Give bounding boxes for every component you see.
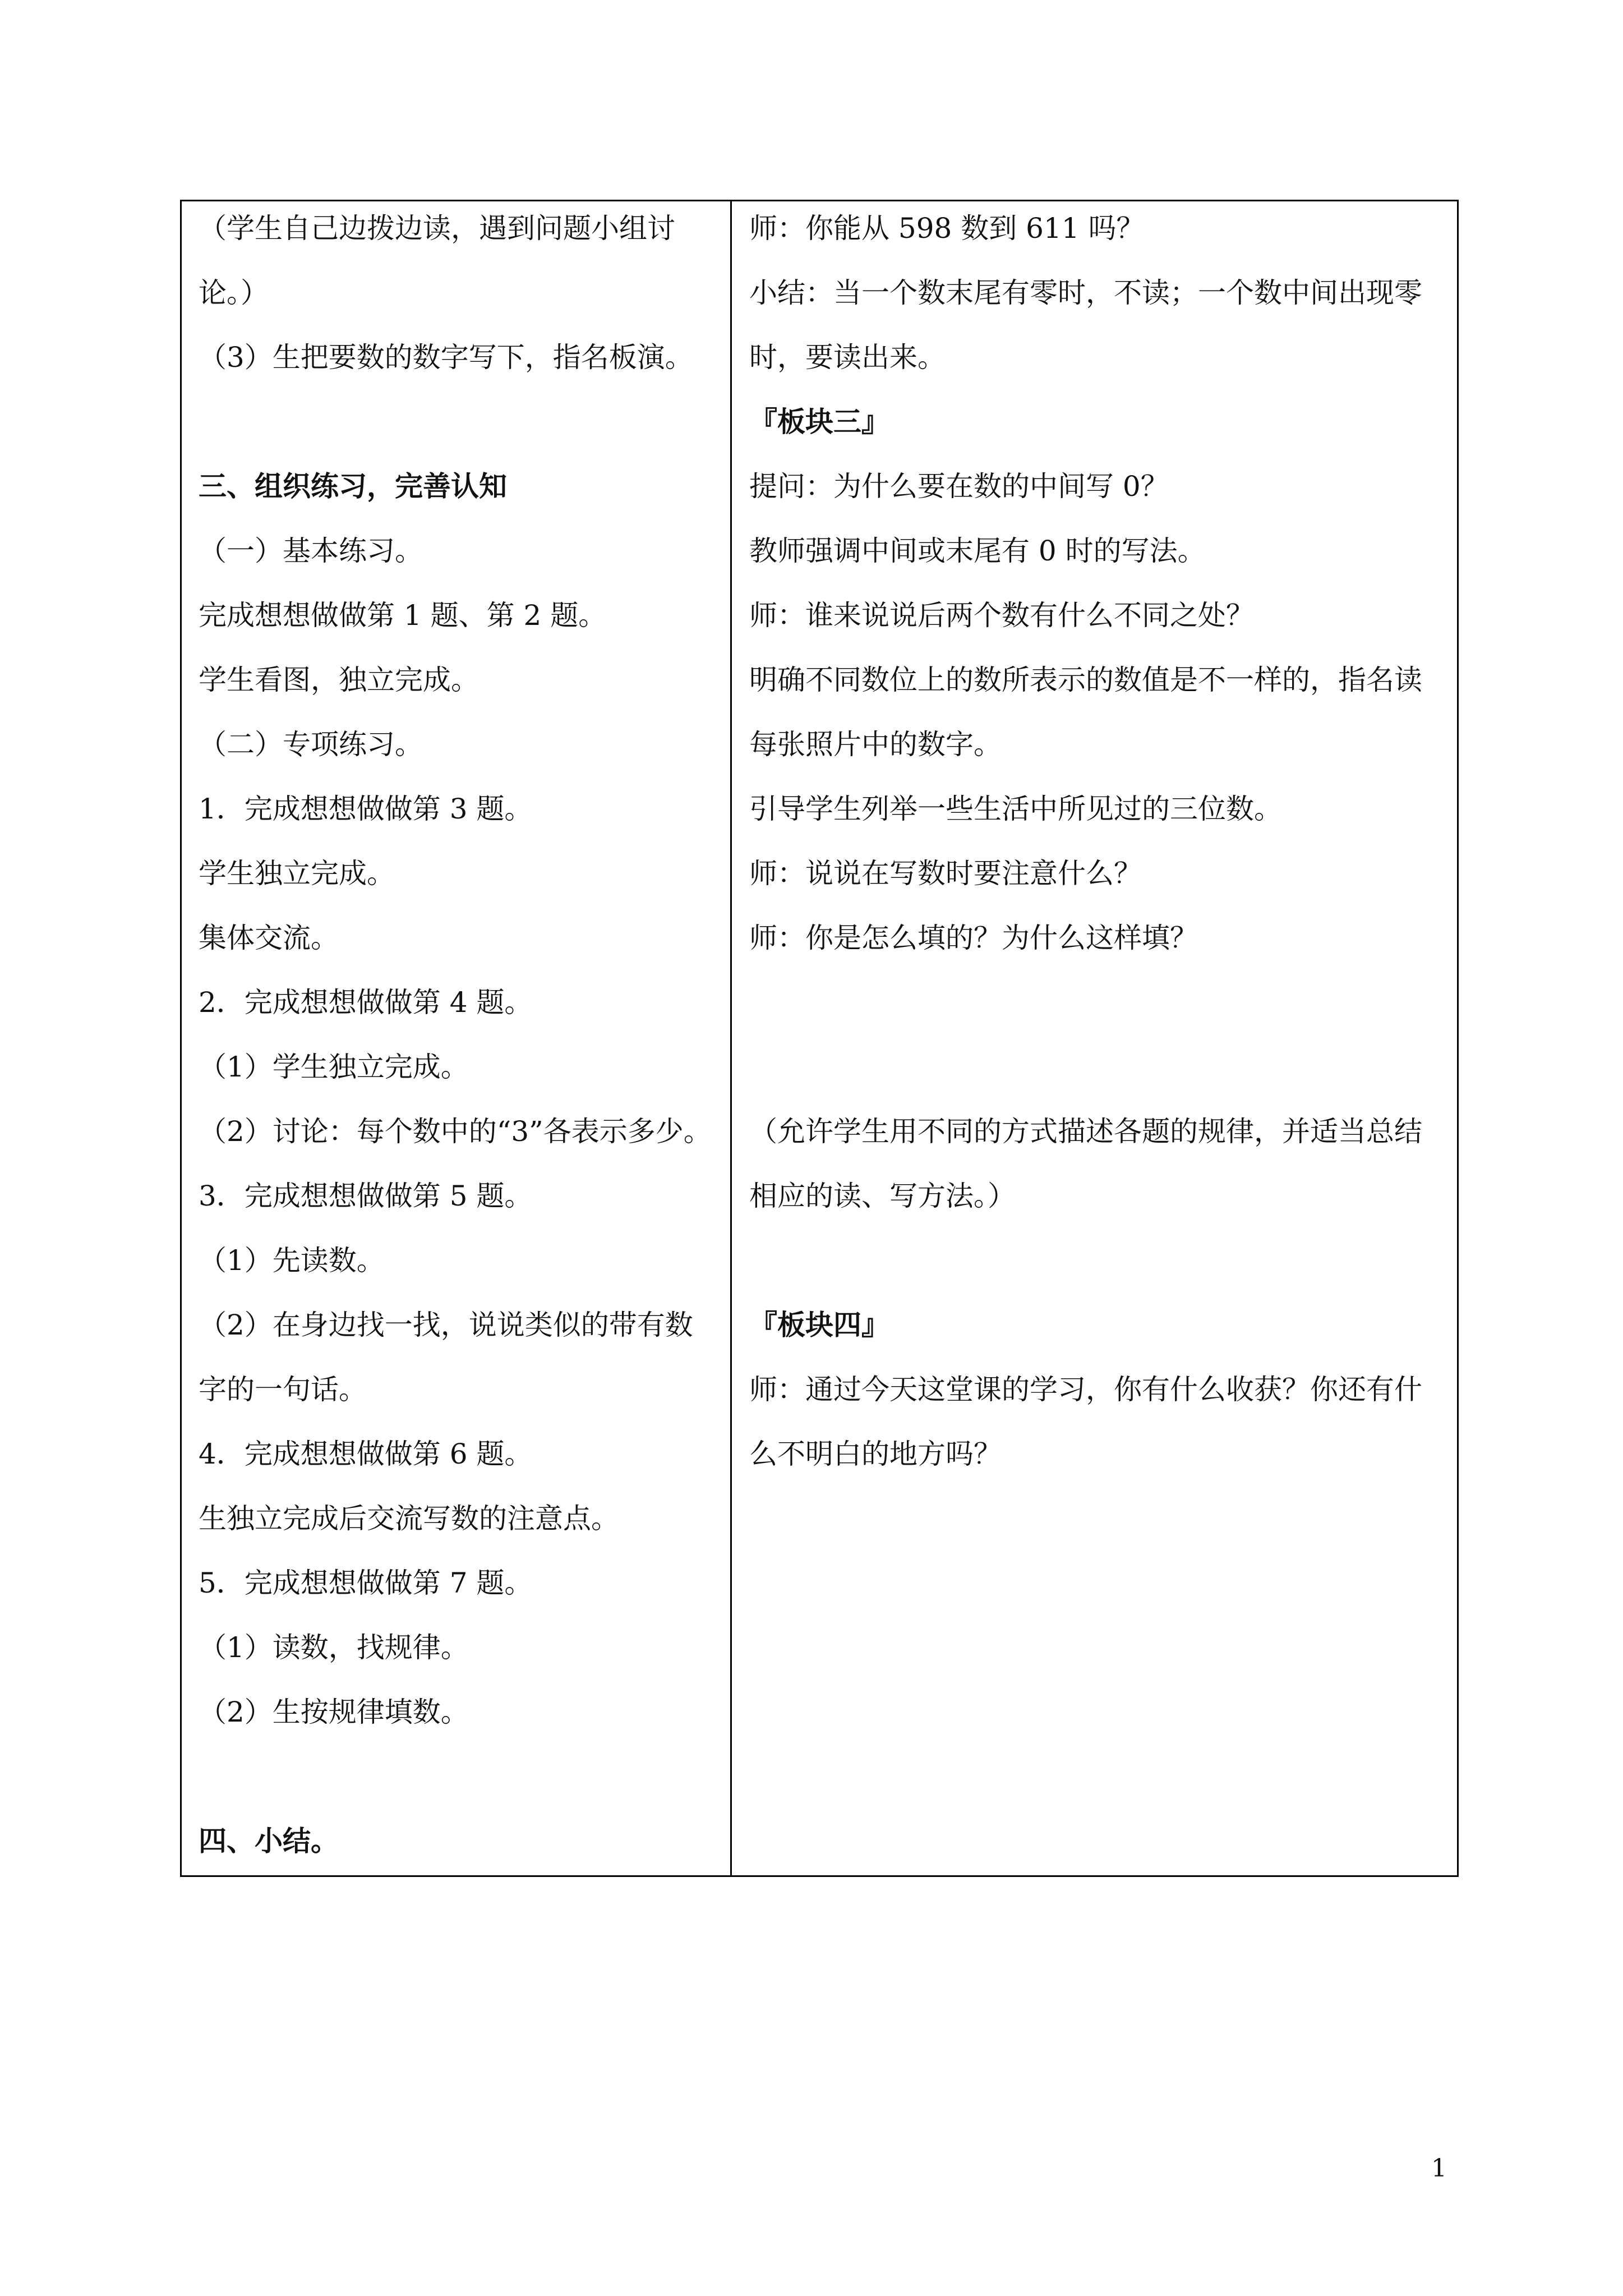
- right-line: 师：说说在写数时要注意什么？: [749, 857, 1142, 890]
- right-line: 小结：当一个数末尾有零时，不读；一个数中间出现零: [749, 277, 1422, 309]
- left-line: 集体交流。: [199, 922, 339, 954]
- block-heading: 『板块三』: [749, 405, 889, 438]
- lesson-plan-table: [180, 200, 1459, 1877]
- left-line: （2）讨论：每个数中的“3”各表示多少。: [199, 1115, 712, 1148]
- left-line: 2．完成想想做做第 4 题。: [199, 986, 533, 1019]
- left-line: （二）专项练习。: [199, 728, 423, 761]
- page-number: 1: [1431, 2154, 1447, 2183]
- section-heading: 四、小结。: [199, 1824, 339, 1857]
- left-line: 1．完成想想做做第 3 题。: [199, 793, 533, 825]
- left-line: 学生看图，独立完成。: [199, 664, 479, 696]
- left-line: 完成想想做做第 1 题、第 2 题。: [199, 599, 607, 632]
- left-line: （1）读数，找规律。: [199, 1631, 469, 1664]
- right-line: 相应的读、写方法。）: [749, 1180, 1016, 1212]
- right-line: （允许学生用不同的方式描述各题的规律，并适当总结: [749, 1115, 1422, 1148]
- right-line: 明确不同数位上的数所表示的数值是不一样的，指名读: [749, 664, 1422, 696]
- column-divider: [730, 201, 732, 1875]
- left-line: 3．完成想想做做第 5 题。: [199, 1180, 533, 1212]
- left-line: （学生自己边拨边读，遇到问题小组讨: [199, 212, 675, 245]
- right-line: 师：谁来说说后两个数有什么不同之处？: [749, 599, 1254, 632]
- right-line: 么不明白的地方吗？: [749, 1438, 1002, 1470]
- left-line: 5．完成想想做做第 7 题。: [199, 1567, 533, 1599]
- right-line: 时，要读出来。: [749, 341, 946, 374]
- left-line: 学生独立完成。: [199, 857, 395, 890]
- left-line: （2）在身边找一找，说说类似的带有数: [199, 1309, 693, 1341]
- right-line: 师：通过今天这堂课的学习，你有什么收获？你还有什: [749, 1373, 1422, 1406]
- block-heading: 『板块四』: [749, 1308, 889, 1341]
- left-line: 生独立完成后交流写数的注意点。: [199, 1502, 619, 1535]
- right-line: 师：你能从 598 数到 611 吗？: [749, 212, 1145, 245]
- right-line: 引导学生列举一些生活中所见过的三位数。: [749, 793, 1282, 825]
- left-line: 字的一句话。: [199, 1373, 367, 1406]
- left-line: 4．完成想想做做第 6 题。: [199, 1438, 533, 1470]
- right-line: 师：你是怎么填的？为什么这样填？: [749, 922, 1198, 954]
- left-line: （2）生按规律填数。: [199, 1696, 469, 1728]
- left-line: （1）学生独立完成。: [199, 1051, 469, 1083]
- left-line: （一）基本练习。: [199, 535, 423, 567]
- left-line: 论。）: [199, 277, 269, 309]
- right-line: 教师强调中间或末尾有 0 时的写法。: [749, 535, 1206, 567]
- section-heading: 三、组织练习，完善认知: [199, 470, 507, 503]
- right-line: 每张照片中的数字。: [749, 728, 1002, 761]
- right-line: 提问：为什么要在数的中间写 0？: [749, 470, 1169, 503]
- left-line: （1）先读数。: [199, 1244, 385, 1277]
- left-line: （3）生把要数的数字写下，指名板演。: [199, 341, 693, 374]
